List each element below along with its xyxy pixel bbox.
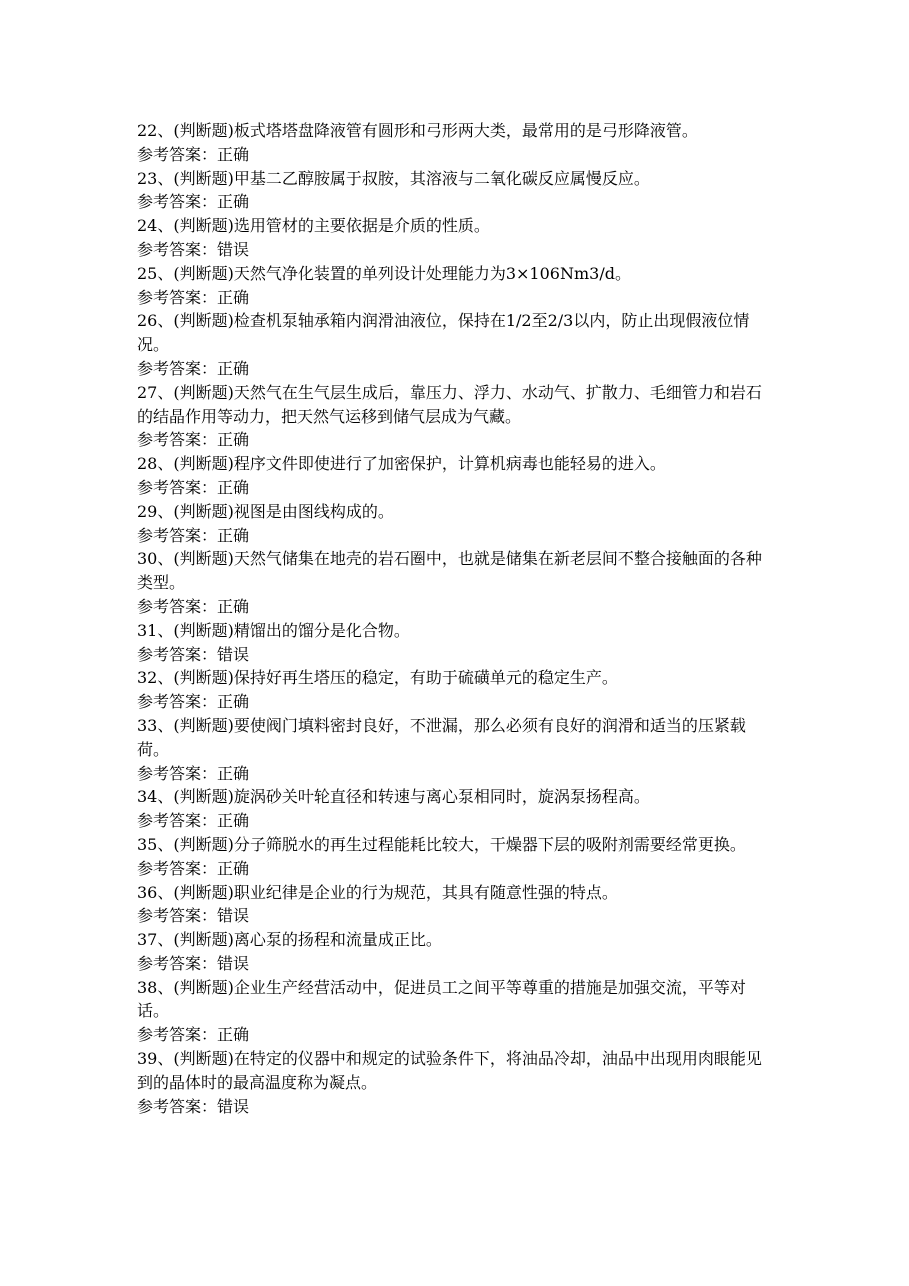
question-item: [137, 547, 777, 618]
answer-line: [137, 524, 777, 548]
answer-line: [137, 595, 777, 619]
question-text: 27、(判断题)天然气在生气层生成后，靠压力、浮力、水动气、扩散力、毛细管力和岩石的结晶作用等动力，把天然气运移到储气层成为气藏。: [137, 382, 762, 426]
answer-value: 正确: [217, 596, 250, 616]
question-text: 26、(判断题)检查机泵轴承箱内润滑油液位，保持在1/2至2/3以内，防止出现假液位情况。: [137, 311, 750, 355]
answer-label: 参考答案：: [137, 525, 218, 545]
answer-label: 参考答案：: [137, 763, 218, 783]
answer-label: 参考答案：: [137, 1025, 218, 1045]
question-text: 31、(判断题)精馏出的馏分是化合物。: [137, 620, 410, 640]
question-item: [137, 785, 777, 833]
question-text: 29、(判断题)视图是由图线构成的。: [137, 501, 394, 521]
question-text: 25、(判断题)天然气净化装置的单列设计处理能力为3×106Nm3/d。: [137, 263, 631, 283]
question-item: [137, 262, 777, 310]
answer-value: 错误: [217, 239, 250, 259]
answer-value: 正确: [217, 692, 250, 712]
question-text: 32、(判断题)保持好再生塔压的稳定，有助于硫磺单元的稳定生产。: [137, 668, 618, 688]
answer-value: 正确: [217, 811, 250, 831]
answer-label: 参考答案：: [137, 239, 218, 259]
question-text: 38、(判断题)企业生产经营活动中，促进员工之间平等尊重的措施是加强交流，平等对话。: [137, 977, 746, 1021]
question-text: 35、(判断题)分子筛脱水的再生过程能耗比较大，干燥器下层的吸附剂需要经常更换。: [137, 834, 746, 854]
answer-line: [137, 143, 777, 167]
answer-value: 错误: [217, 906, 250, 926]
answer-value: 正确: [217, 287, 250, 307]
answer-line: [137, 809, 777, 833]
question-item: [137, 1047, 777, 1118]
answer-label: 参考答案：: [137, 596, 218, 616]
question-text: 22、(判断题)板式塔塔盘降液管有圆形和弓形两大类，最常用的是弓形降液管。: [137, 121, 698, 140]
question-item: [137, 214, 777, 262]
answer-line: [137, 904, 777, 928]
answer-label: 参考答案：: [137, 358, 218, 378]
question-item: [137, 666, 777, 714]
question-item: [137, 833, 777, 881]
answer-line: [137, 1023, 777, 1047]
question-text: 24、(判断题)选用管材的主要依据是介质的性质。: [137, 216, 490, 236]
answer-value: 错误: [217, 644, 250, 664]
answer-label: 参考答案：: [137, 1096, 218, 1116]
document-page: [137, 119, 777, 1118]
answer-label: 参考答案：: [137, 692, 218, 712]
question-text: 37、(判断题)离心泵的扬程和流量成正比。: [137, 930, 442, 950]
answer-value: 正确: [217, 1025, 250, 1045]
question-item: [137, 167, 777, 215]
answer-line: [137, 476, 777, 500]
answer-label: 参考答案：: [137, 644, 218, 664]
answer-line: [137, 428, 777, 452]
answer-label: 参考答案：: [137, 287, 218, 307]
answer-label: 参考答案：: [137, 858, 218, 878]
question-item: [137, 714, 777, 785]
answer-line: [137, 762, 777, 786]
answer-value: 正确: [217, 192, 250, 212]
answer-line: [137, 1095, 777, 1119]
answer-line: [137, 690, 777, 714]
question-item: [137, 119, 777, 167]
question-item: [137, 881, 777, 929]
answer-line: [137, 357, 777, 381]
question-item: [137, 309, 777, 380]
question-item: [137, 619, 777, 667]
answer-line: [137, 190, 777, 214]
answer-value: 错误: [217, 1096, 250, 1116]
answer-value: 正确: [217, 525, 250, 545]
answer-line: [137, 857, 777, 881]
answer-label: 参考答案：: [137, 144, 218, 164]
question-text: 36、(判断题)职业纪律是企业的行为规范，其具有随意性强的特点。: [137, 882, 618, 902]
answer-label: 参考答案：: [137, 953, 218, 973]
answer-label: 参考答案：: [137, 192, 218, 212]
answer-line: [137, 238, 777, 262]
answer-line: [137, 286, 777, 310]
answer-value: 正确: [217, 477, 250, 497]
question-text: 28、(判断题)程序文件即使进行了加密保护，计算机病毒也能轻易的进入。: [137, 454, 666, 474]
answer-value: 正确: [217, 858, 250, 878]
question-item: [137, 500, 777, 548]
question-text: 30、(判断题)天然气储集在地壳的岩石圈中，也就是储集在新老层间不整合接触面的各种类型。: [137, 549, 762, 593]
answer-label: 参考答案：: [137, 906, 218, 926]
question-text: 33、(判断题)要使阀门填料密封良好，不泄漏，那么必须有良好的润滑和适当的压紧载荷。: [137, 715, 746, 759]
answer-line: [137, 643, 777, 667]
answer-value: 错误: [217, 953, 250, 973]
answer-value: 正确: [217, 430, 250, 450]
answer-value: 正确: [217, 763, 250, 783]
question-text: 34、(判断题)旋涡砂关叶轮直径和转速与离心泵相同时，旋涡泵扬程高。: [137, 787, 650, 807]
question-item: [137, 381, 777, 452]
question-text: 39、(判断题)在特定的仪器中和规定的试验条件下，将油品冷却，油品中出现用肉眼能见到的晶体时的最高温度称为凝点。: [137, 1049, 762, 1092]
question-item: [137, 928, 777, 976]
question-text: 23、(判断题)甲基二乙醇胺属于叔胺，其溶液与二氧化碳反应属慢反应。: [137, 168, 650, 188]
answer-label: 参考答案：: [137, 811, 218, 831]
answer-label: 参考答案：: [137, 477, 218, 497]
answer-value: 正确: [217, 358, 250, 378]
answer-line: [137, 952, 777, 976]
answer-label: 参考答案：: [137, 430, 218, 450]
question-item: [137, 976, 777, 1047]
answer-value: 正确: [217, 144, 250, 164]
question-item: [137, 452, 777, 500]
